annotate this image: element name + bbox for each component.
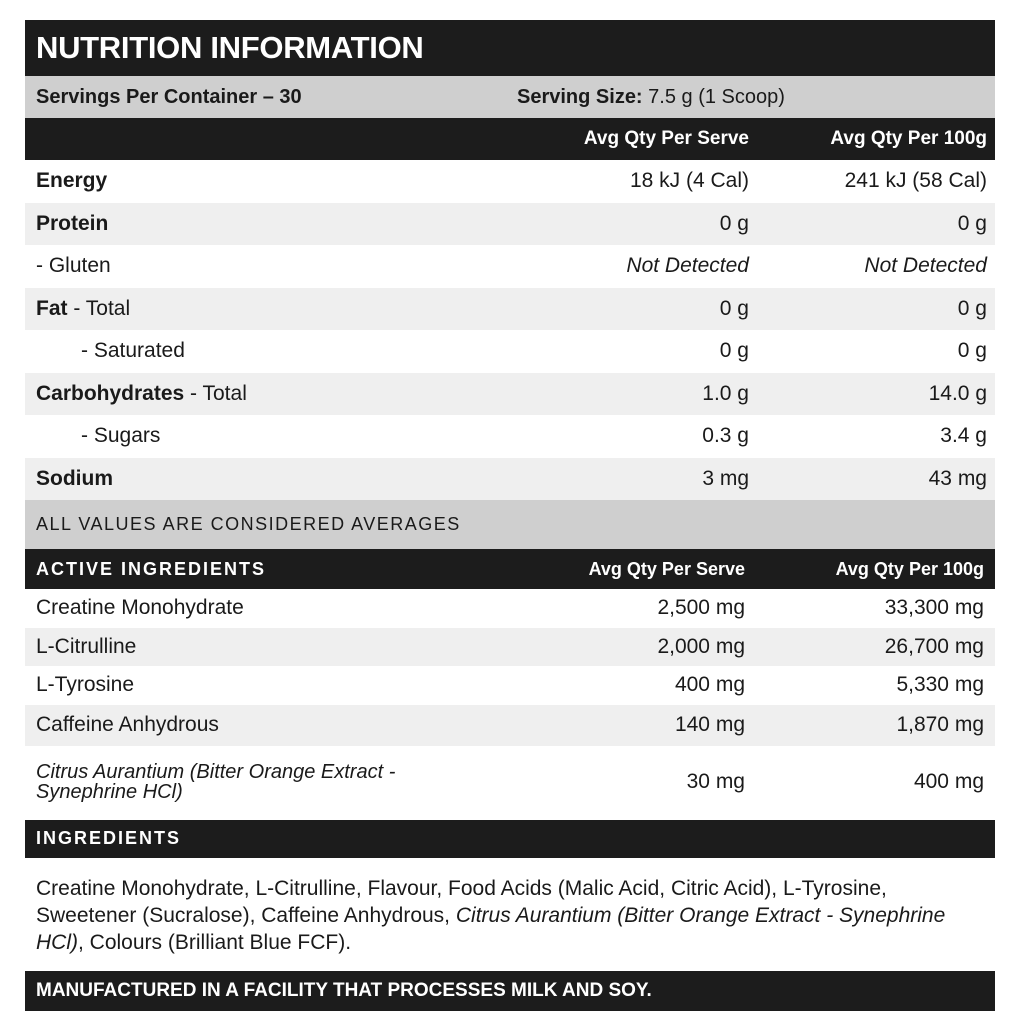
active-per-100g: 400 mg bbox=[913, 769, 984, 793]
active-name bbox=[25, 762, 515, 802]
nutrient-sub-name: - Saturated bbox=[81, 339, 185, 363]
active-row-citrus-aurantium bbox=[25, 746, 995, 818]
active-per-100g: 1,870 mg bbox=[896, 713, 984, 736]
active-name-line-2: Synephrine HCl) bbox=[36, 780, 183, 803]
active-header-label: ACTIVE INGREDIENTS bbox=[36, 558, 267, 579]
nutrient-qualifier: - Total bbox=[184, 381, 247, 405]
panel-title: NUTRITION INFORMATION bbox=[25, 20, 995, 76]
nutrient-row-carbohydrates bbox=[25, 373, 995, 416]
nutrient-per-100g: 0 g bbox=[957, 211, 987, 235]
nutrient-per-serve: 0 g bbox=[719, 211, 749, 235]
active-per-100g: 5,330 mg bbox=[896, 673, 984, 697]
nutrient-name: Energy bbox=[36, 169, 108, 193]
ingredients-text-part-2: , Colours (Brilliant Blue FCF). bbox=[78, 930, 352, 954]
serving-size-label: Serving Size: bbox=[517, 85, 643, 108]
nutrient-per-serve: 1.0 g bbox=[702, 381, 749, 405]
nutrient-per-serve: Not Detected bbox=[626, 254, 749, 278]
active-ingredients-header bbox=[25, 549, 995, 589]
active-per-serve: 2,000 mg bbox=[657, 634, 745, 658]
active-name-line-1: Citrus Aurantium (Bitter Orange Extract - bbox=[36, 760, 396, 783]
nutrient-name: Carbohydrates bbox=[36, 381, 185, 405]
header-per-serve: Avg Qty Per Serve bbox=[583, 128, 749, 149]
averages-note: ALL VALUES ARE CONSIDERED AVERAGES bbox=[25, 500, 995, 549]
nutrient-per-100g: 43 mg bbox=[928, 466, 987, 490]
active-name: Creatine Monohydrate bbox=[36, 596, 244, 620]
nutrient-name: Protein bbox=[36, 211, 109, 235]
serving-size bbox=[517, 86, 785, 109]
nutrient-row-sugars bbox=[25, 415, 995, 458]
active-per-serve: 140 mg bbox=[674, 713, 745, 736]
nutrient-qualifier: - Total bbox=[67, 296, 131, 320]
active-per-serve: 30 mg bbox=[686, 769, 745, 793]
nutrition-table-header bbox=[25, 118, 995, 160]
active-row-citrulline bbox=[25, 628, 995, 667]
nutrient-per-serve: 0 g bbox=[719, 296, 749, 320]
active-per-100g: 33,300 mg bbox=[884, 596, 984, 620]
nutrient-per-100g: Not Detected bbox=[864, 254, 987, 278]
active-header-per-serve: Avg Qty Per Serve bbox=[588, 558, 745, 579]
active-name: L-Citrulline bbox=[36, 634, 137, 658]
nutrient-name: Fat bbox=[36, 296, 68, 320]
active-row-caffeine bbox=[25, 705, 995, 746]
servings-per-container: Servings Per Container – 30 bbox=[36, 85, 302, 108]
header-per-100g: Avg Qty Per 100g bbox=[830, 128, 987, 149]
nutrient-per-100g: 14.0 g bbox=[928, 381, 987, 405]
nutrient-per-serve: 18 kJ (4 Cal) bbox=[629, 169, 749, 193]
nutrient-row-fat-total bbox=[25, 288, 995, 331]
nutrient-row-gluten bbox=[25, 245, 995, 288]
nutrient-row-sodium bbox=[25, 458, 995, 501]
nutrient-row-protein bbox=[25, 203, 995, 246]
nutrition-panel bbox=[25, 20, 995, 1011]
active-name: Caffeine Anhydrous bbox=[36, 713, 219, 736]
active-row-tyrosine bbox=[25, 666, 995, 705]
nutrient-per-100g: 0 g bbox=[957, 339, 987, 363]
nutrient-per-100g: 0 g bbox=[957, 296, 987, 320]
active-per-serve: 2,500 mg bbox=[657, 596, 745, 620]
ingredients-title: INGREDIENTS bbox=[25, 820, 995, 858]
nutrient-per-serve: 3 mg bbox=[702, 466, 749, 490]
nutrient-row-saturated bbox=[25, 330, 995, 373]
active-per-100g: 26,700 mg bbox=[884, 634, 984, 658]
serving-size-value: 7.5 g (1 Scoop) bbox=[648, 85, 785, 108]
ingredients-text bbox=[25, 858, 995, 967]
nutrient-per-serve: 0.3 g bbox=[702, 424, 749, 448]
nutrient-per-100g: 241 kJ (58 Cal) bbox=[844, 169, 987, 193]
nutrient-sub-name: - Sugars bbox=[81, 424, 161, 448]
active-name: L-Tyrosine bbox=[36, 673, 135, 697]
nutrient-per-serve: 0 g bbox=[719, 339, 749, 363]
active-per-serve: 400 mg bbox=[674, 673, 745, 697]
servings-row bbox=[25, 76, 995, 118]
nutrient-row-energy bbox=[25, 160, 995, 203]
nutrient-per-100g: 3.4 g bbox=[940, 424, 987, 448]
nutrient-name: Sodium bbox=[36, 466, 113, 490]
active-header-per-100g: Avg Qty Per 100g bbox=[835, 558, 984, 579]
nutrient-sub-name: - Gluten bbox=[36, 254, 111, 278]
ingredients-text-italic: Citrus Aurantium (Bitter Orange Extract - Synephrine HCl) bbox=[36, 903, 946, 954]
ingredients-text-part-1: Creatine Monohydrate, L-Citrulline, Flavour, Food Acids (Malic Acid, Citric Acid), L-Tyrosine, Sweetener (Sucralose), Caffeine Anhydrous, bbox=[36, 876, 887, 927]
active-row-creatine bbox=[25, 589, 995, 628]
allergen-statement: MANUFACTURED IN A FACILITY THAT PROCESSES MILK AND SOY. bbox=[25, 971, 995, 1011]
